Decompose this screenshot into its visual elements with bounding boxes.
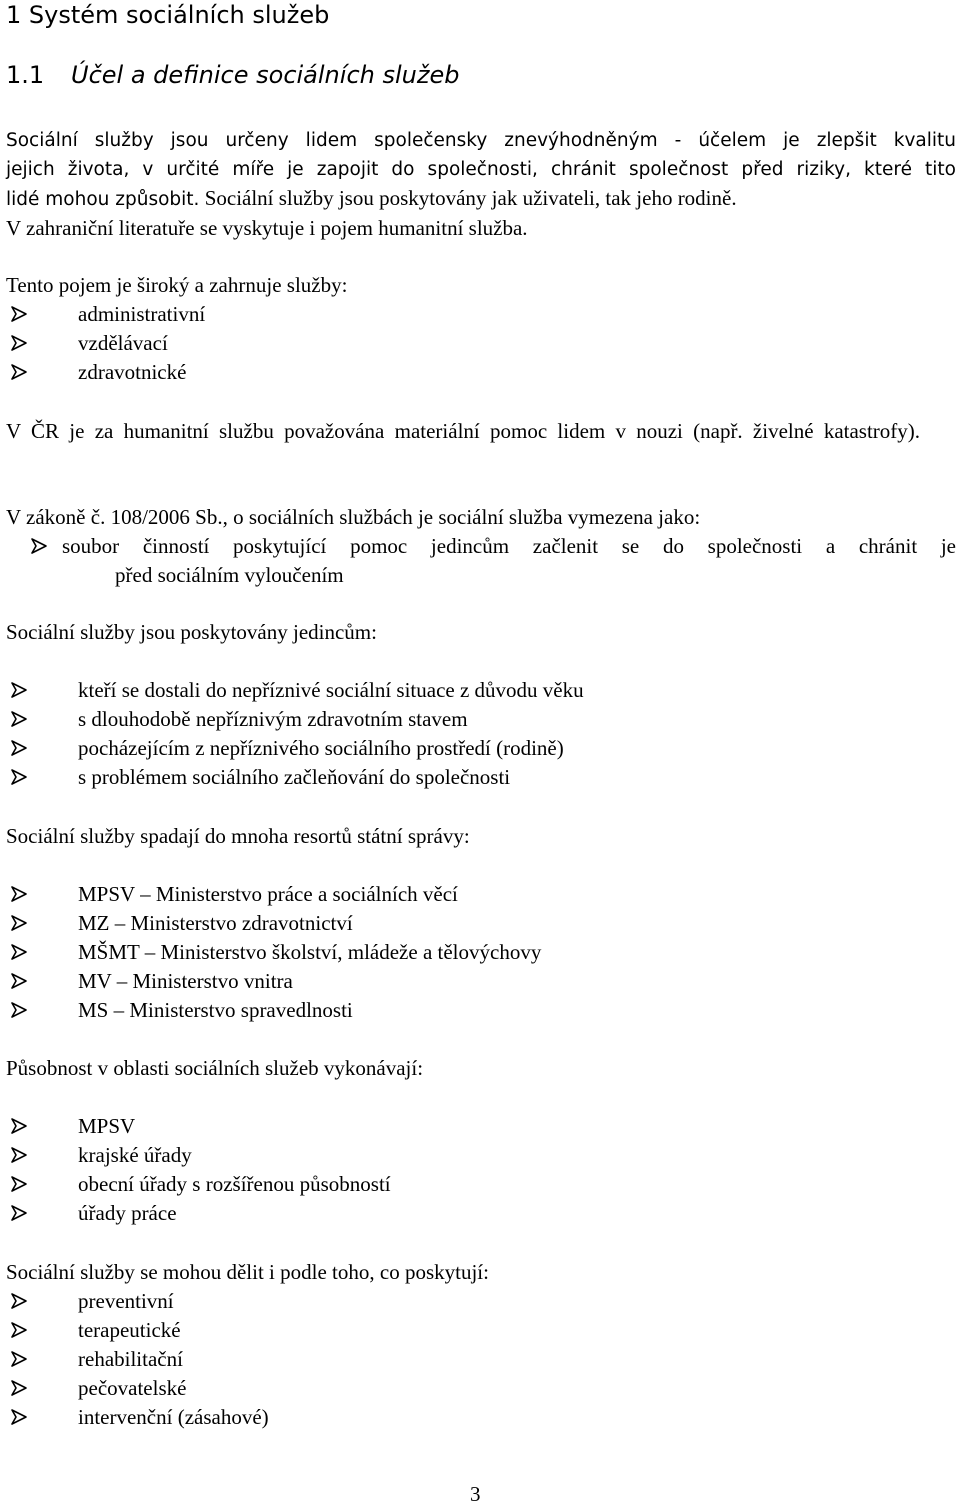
right-arrowhead-icon [6,734,32,763]
list-item: vzdělávací [6,329,956,358]
recipients-list-wrap [6,676,956,792]
right-arrowhead-icon [6,1345,32,1374]
authorities-section [6,1054,956,1083]
right-arrowhead-icon [6,938,32,967]
right-arrowhead-icon [6,705,32,734]
right-arrowhead-icon [6,880,32,909]
intro-line-2: jejich života, v určité míře je zapojit do společnosti, chránit společnost před riziky, které tito [6,159,956,180]
list-item: preventivní [6,1287,956,1316]
authorities-list-wrap [6,1112,956,1228]
law-lead: V zákoně č. 108/2006 Sb., o sociálních službách je sociální služba vymezena jako: [6,505,701,529]
recipients-section [6,618,956,647]
intro-line-3-start: lidé mohou způsobit. [6,189,200,210]
ministries-list-wrap [6,880,956,1025]
list-item: úřady práce [6,1199,956,1228]
list-item: intervenční (zásahové) [6,1403,956,1432]
right-arrowhead-icon [6,300,32,329]
list-item: MŠMT – Ministerstvo školství, mládeže a tělovýchovy [6,938,956,967]
list-item: terapeutické [6,1316,956,1345]
list-item: administrativní [6,300,956,329]
right-arrowhead-icon [6,996,32,1025]
law-item-line-2: před sociálním vyloučením [115,563,344,587]
law-item-line-1: soubor činností poskytující pomoc jedincům začlenit se do společnosti a chránit je [62,534,956,558]
right-arrowhead-icon [6,676,32,705]
ministries-lead: Sociální služby spadají do mnoha resortů státní správy: [6,824,470,848]
right-arrowhead-icon [6,1374,32,1403]
scope-lead: Tento pojem je široký a zahrnuje služby: [6,273,348,297]
right-arrowhead-icon [6,1112,32,1141]
right-arrowhead-icon [6,1316,32,1345]
intro-line-4: V zahraniční literatuře se vyskytuje i pojem humanitní služba. [6,216,528,240]
intro-line-3-end: Sociální služby jsou poskytovány jak uživateli, tak jeho rodině. [204,186,737,210]
list-item: MV – Ministerstvo vnitra [6,967,956,996]
right-arrowhead-icon [6,1287,32,1316]
section-title: Účel a definice sociálních služeb [71,61,460,89]
intro-paragraph [6,126,956,243]
cr-note-text: V ČR je za humanitní službu považována materiální pomoc lidem v nouzi (např. živelné katastrofy). [6,419,921,443]
law-definition-item [26,532,956,590]
chapter-heading: 1 Systém sociálních služeb [6,1,330,29]
types-lead: Sociální služby se mohou dělit i podle toho, co poskytují: [6,1260,489,1284]
intro-line-3 [6,184,956,214]
list-item: s problémem sociálního začleňování do společnosti [6,763,956,792]
list-item: zdravotnické [6,358,956,387]
right-arrowhead-icon [26,532,52,561]
list-item: pečovatelské [6,1374,956,1403]
list-item: krajské úřady [6,1141,956,1170]
right-arrowhead-icon [6,967,32,996]
types-section [6,1258,956,1432]
scope-section [6,271,956,387]
list-item: MPSV [6,1112,956,1141]
ministries-section [6,822,956,851]
recipients-list [6,676,956,792]
right-arrowhead-icon [6,358,32,387]
section-heading [6,58,459,92]
list-item: rehabilitační [6,1345,956,1374]
authorities-lead: Působnost v oblasti sociálních služeb vykonávají: [6,1056,424,1080]
page-number: 3 [470,1482,481,1506]
list-item: MS – Ministerstvo spravedlnosti [6,996,956,1025]
cr-note [6,417,956,446]
right-arrowhead-icon [6,1199,32,1228]
right-arrowhead-icon [6,909,32,938]
right-arrowhead-icon [6,763,32,792]
recipients-lead: Sociální služby jsou poskytovány jedincům: [6,620,377,644]
list-item: MPSV – Ministerstvo práce a sociálních věcí [6,880,956,909]
right-arrowhead-icon [6,1141,32,1170]
law-section [6,503,956,590]
intro-line-1: Sociální služby jsou určeny lidem společensky znevýhodněným - účelem je zlepšit kvalitu [6,130,956,151]
ministries-list [6,880,956,1025]
list-item: kteří se dostali do nepříznivé sociální situace z důvodu věku [6,676,956,705]
right-arrowhead-icon [6,329,32,358]
list-item: pocházejícím z nepříznivého sociálního prostředí (rodině) [6,734,956,763]
list-item: s dlouhodobě nepříznivým zdravotním stavem [6,705,956,734]
right-arrowhead-icon [6,1403,32,1432]
right-arrowhead-icon [6,1170,32,1199]
authorities-list [6,1112,956,1228]
types-list [6,1287,956,1432]
section-number: 1.1 [6,61,45,89]
list-item: MZ – Ministerstvo zdravotnictví [6,909,956,938]
scope-list [6,300,956,387]
list-item: obecní úřady s rozšířenou působností [6,1170,956,1199]
